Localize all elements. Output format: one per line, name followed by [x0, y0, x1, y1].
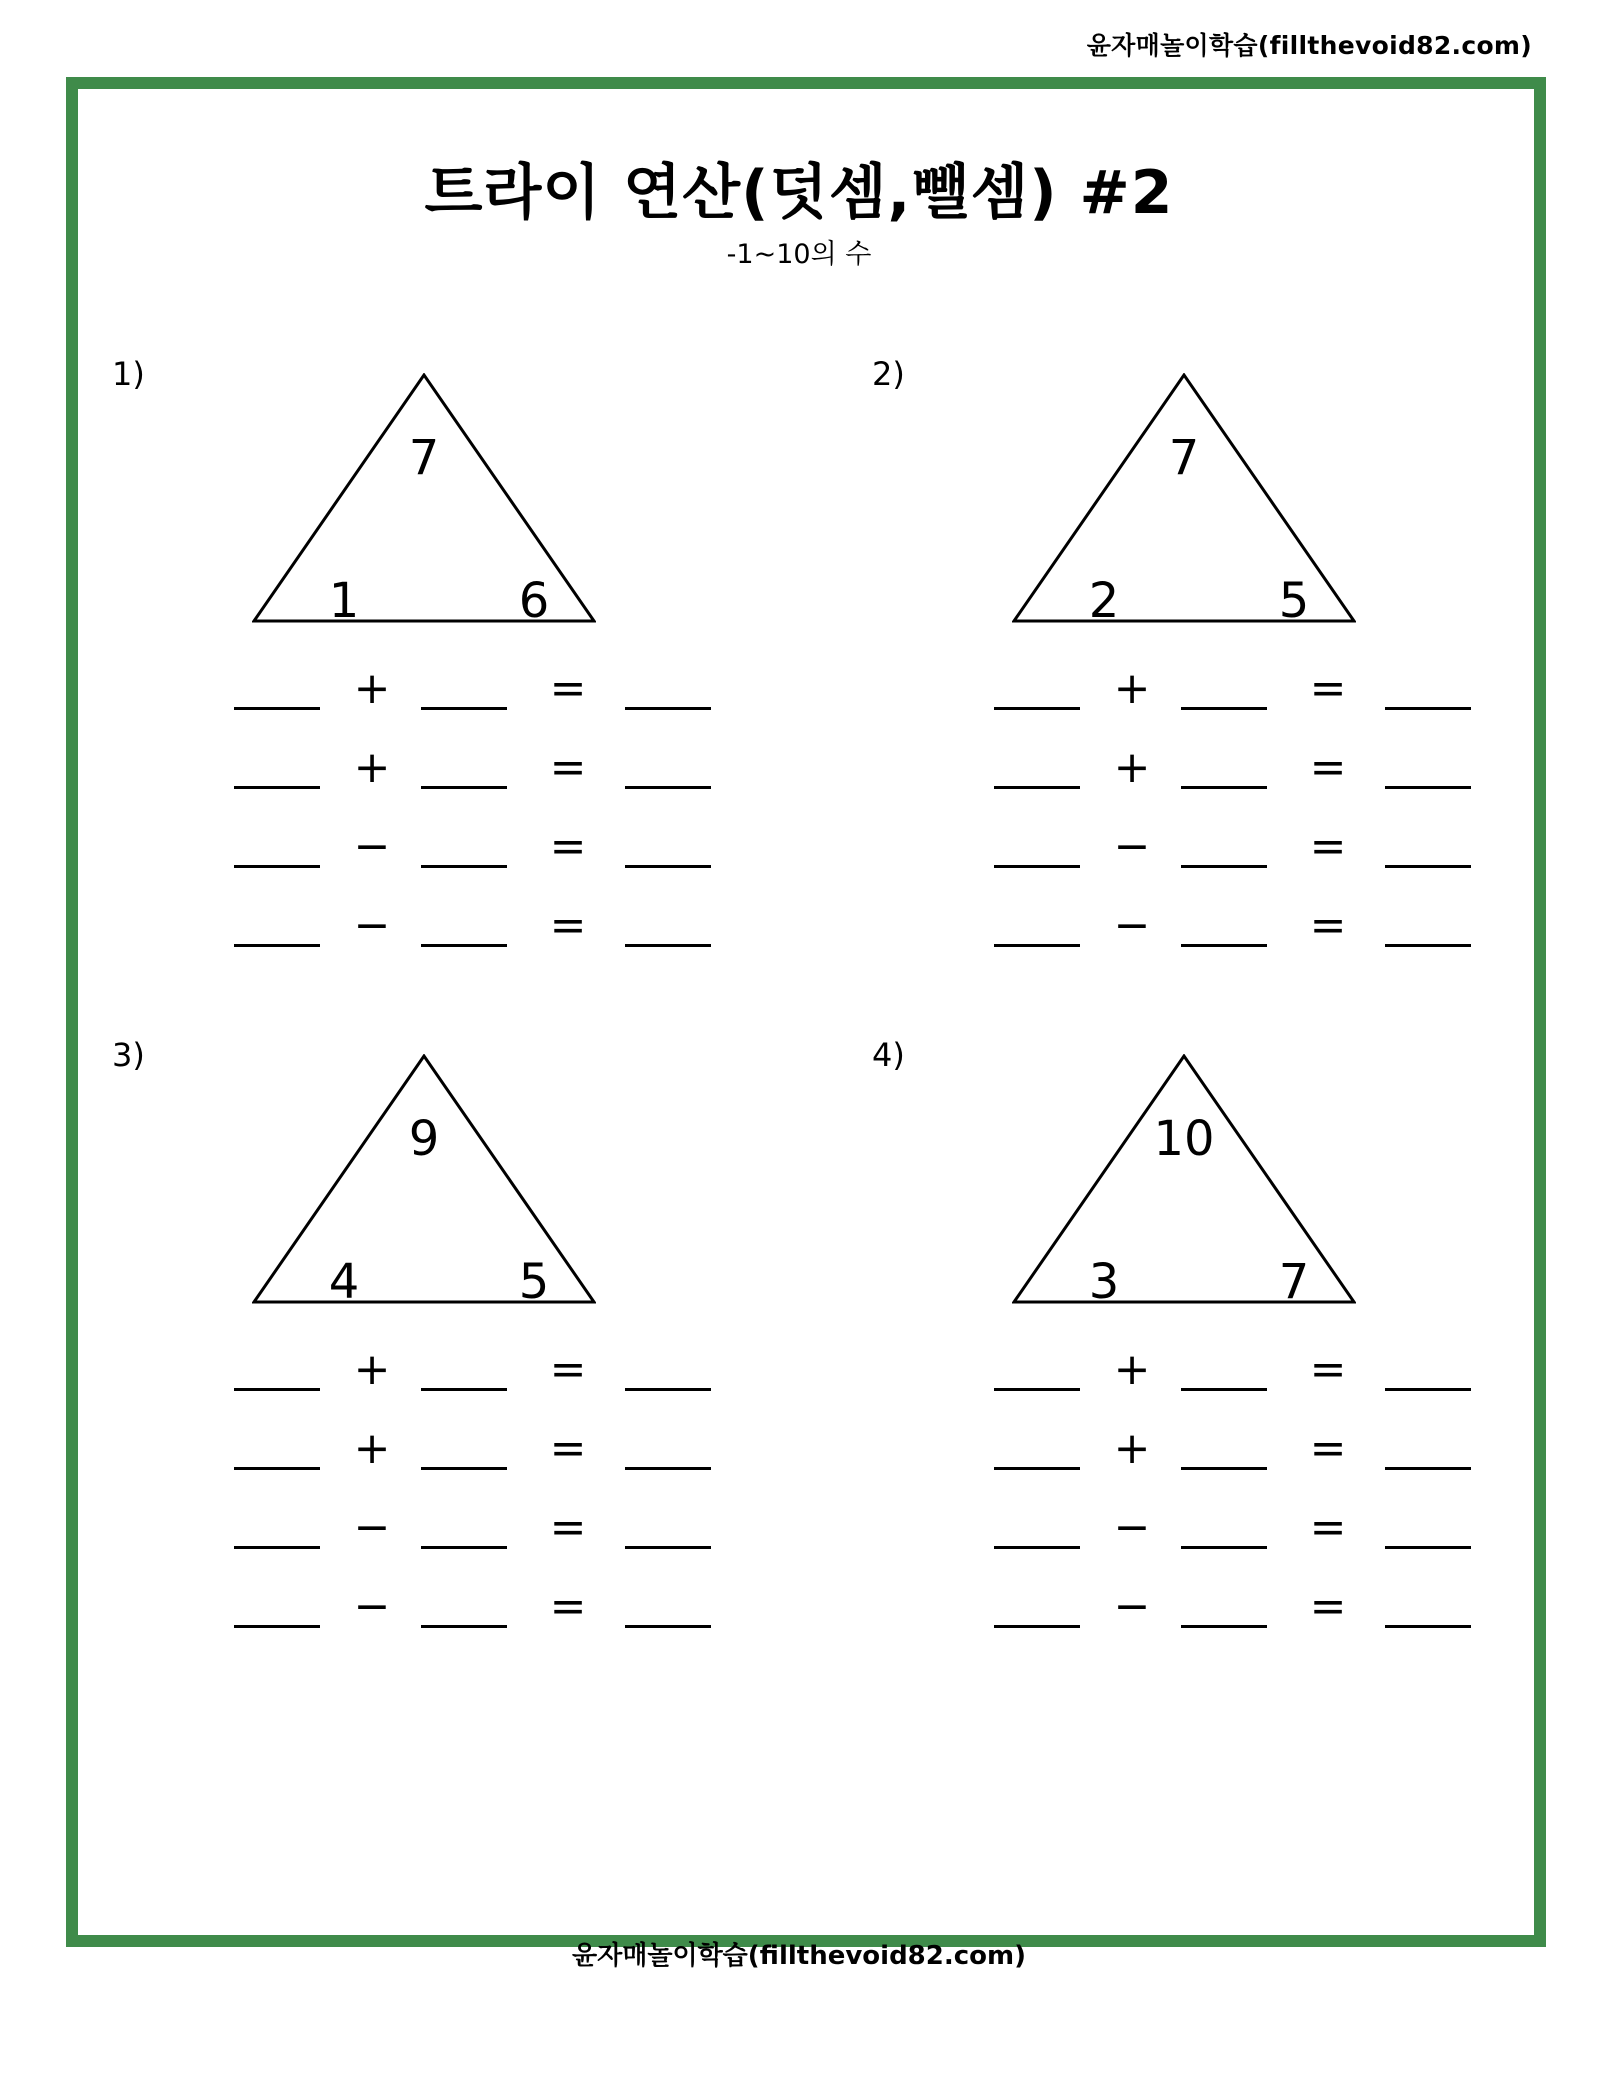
operator-sign: − [353, 900, 391, 951]
equals-sign: = [549, 1423, 587, 1474]
answer-blank[interactable] [1385, 786, 1471, 789]
answer-blank[interactable] [1385, 1546, 1471, 1549]
answer-blank[interactable] [421, 1625, 507, 1628]
answer-blank[interactable] [625, 865, 711, 868]
equals-sign: = [1309, 821, 1347, 872]
triangle-right-number: 6 [518, 573, 550, 629]
problem-number: 3) [112, 1036, 145, 1074]
triangle-left-number: 2 [1088, 573, 1120, 629]
equation-list [234, 665, 714, 981]
answer-blank[interactable] [1181, 707, 1267, 710]
header-brand: 윤자매놀이학습(fillthevoid82.com) [1086, 31, 1532, 60]
answer-blank[interactable] [1181, 1467, 1267, 1470]
page-subtitle: -1~10의 수 [726, 239, 872, 270]
answer-blank[interactable] [994, 1546, 1080, 1549]
equation-row [994, 902, 1474, 981]
equation-row [234, 1346, 714, 1425]
answer-blank[interactable] [421, 707, 507, 710]
equals-sign: = [1309, 1344, 1347, 1395]
operator-sign: − [1113, 1502, 1151, 1553]
answer-blank[interactable] [421, 786, 507, 789]
problem-4 [872, 1036, 1572, 1676]
problem-2 [872, 355, 1572, 995]
equals-sign: = [1309, 900, 1347, 951]
answer-blank[interactable] [1181, 1546, 1267, 1549]
problem-1 [112, 355, 812, 995]
equation-row [234, 1425, 714, 1504]
equation-row [994, 665, 1474, 744]
operator-sign: + [353, 742, 391, 793]
answer-blank[interactable] [1181, 865, 1267, 868]
equation-row [234, 665, 714, 744]
equals-sign: = [549, 1581, 587, 1632]
triangle-right-number: 5 [518, 1254, 550, 1310]
problem-number: 1) [112, 355, 145, 393]
equation-row [994, 1425, 1474, 1504]
equals-sign: = [549, 1502, 587, 1553]
answer-blank[interactable] [994, 1625, 1080, 1628]
answer-blank[interactable] [234, 786, 320, 789]
answer-blank[interactable] [421, 944, 507, 947]
footer-brand: 윤자매놀이학습(fillthevoid82.com) [571, 1941, 1026, 1971]
operator-sign: − [1113, 821, 1151, 872]
equals-sign: = [549, 1344, 587, 1395]
answer-blank[interactable] [625, 786, 711, 789]
answer-blank[interactable] [421, 1388, 507, 1391]
equals-sign: = [549, 742, 587, 793]
equation-row [994, 823, 1474, 902]
answer-blank[interactable] [234, 944, 320, 947]
triangle-top-number: 10 [1153, 1111, 1215, 1167]
answer-blank[interactable] [421, 1467, 507, 1470]
operator-sign: − [1113, 900, 1151, 951]
equation-row [234, 902, 714, 981]
answer-blank[interactable] [994, 944, 1080, 947]
answer-blank[interactable] [994, 865, 1080, 868]
equals-sign: = [1309, 1502, 1347, 1553]
equals-sign: = [1309, 1423, 1347, 1474]
answer-blank[interactable] [1385, 707, 1471, 710]
triangle-right-number: 7 [1278, 1254, 1310, 1310]
answer-blank[interactable] [234, 1388, 320, 1391]
answer-blank[interactable] [1385, 865, 1471, 868]
equals-sign: = [549, 900, 587, 951]
equals-sign: = [549, 663, 587, 714]
equals-sign: = [1309, 663, 1347, 714]
answer-blank[interactable] [625, 944, 711, 947]
operator-sign: − [353, 821, 391, 872]
answer-blank[interactable] [234, 707, 320, 710]
operator-sign: + [353, 663, 391, 714]
equation-list [994, 1346, 1474, 1662]
equals-sign: = [1309, 742, 1347, 793]
equation-row [234, 1583, 714, 1662]
answer-blank[interactable] [1385, 944, 1471, 947]
triangle-top-number: 7 [1168, 430, 1200, 486]
answer-blank[interactable] [234, 865, 320, 868]
answer-blank[interactable] [994, 1467, 1080, 1470]
triangle-top-number: 7 [408, 430, 440, 486]
triangle-left-number: 3 [1088, 1254, 1120, 1310]
answer-blank[interactable] [1385, 1388, 1471, 1391]
problem-number: 4) [872, 1036, 905, 1074]
operator-sign: − [353, 1581, 391, 1632]
answer-blank[interactable] [994, 1388, 1080, 1391]
problem-number: 2) [872, 355, 905, 393]
equation-row [994, 744, 1474, 823]
answer-blank[interactable] [1181, 944, 1267, 947]
answer-blank[interactable] [625, 1625, 711, 1628]
operator-sign: + [353, 1423, 391, 1474]
operator-sign: − [353, 1502, 391, 1553]
answer-blank[interactable] [234, 1467, 320, 1470]
triangle-right-number: 5 [1278, 573, 1310, 629]
answer-blank[interactable] [994, 786, 1080, 789]
answer-blank[interactable] [1181, 786, 1267, 789]
operator-sign: + [1113, 1423, 1151, 1474]
triangle-top-number: 9 [408, 1111, 440, 1167]
answer-blank[interactable] [1385, 1467, 1471, 1470]
equals-sign: = [549, 821, 587, 872]
answer-blank[interactable] [625, 1388, 711, 1391]
equation-row [234, 744, 714, 823]
equation-list [234, 1346, 714, 1662]
answer-blank[interactable] [994, 707, 1080, 710]
answer-blank[interactable] [625, 707, 711, 710]
problem-3 [112, 1036, 812, 1676]
equation-row [234, 1504, 714, 1583]
answer-blank[interactable] [421, 865, 507, 868]
operator-sign: + [1113, 742, 1151, 793]
equals-sign: = [1309, 1581, 1347, 1632]
answer-blank[interactable] [1181, 1625, 1267, 1628]
operator-sign: + [1113, 1344, 1151, 1395]
equation-row [994, 1583, 1474, 1662]
triangle-left-number: 4 [328, 1254, 360, 1310]
answer-blank[interactable] [234, 1546, 320, 1549]
answer-blank[interactable] [421, 1546, 507, 1549]
triangle-left-number: 1 [328, 573, 360, 629]
equation-row [234, 823, 714, 902]
equation-list [994, 665, 1474, 981]
equation-row [994, 1504, 1474, 1583]
answer-blank[interactable] [625, 1467, 711, 1470]
operator-sign: + [353, 1344, 391, 1395]
answer-blank[interactable] [1385, 1625, 1471, 1628]
page-title: 트라이 연산(덧셈,뺄셈) #2 [424, 158, 1174, 228]
answer-blank[interactable] [625, 1546, 711, 1549]
operator-sign: + [1113, 663, 1151, 714]
equation-row [994, 1346, 1474, 1425]
answer-blank[interactable] [234, 1625, 320, 1628]
answer-blank[interactable] [1181, 1388, 1267, 1391]
operator-sign: − [1113, 1581, 1151, 1632]
